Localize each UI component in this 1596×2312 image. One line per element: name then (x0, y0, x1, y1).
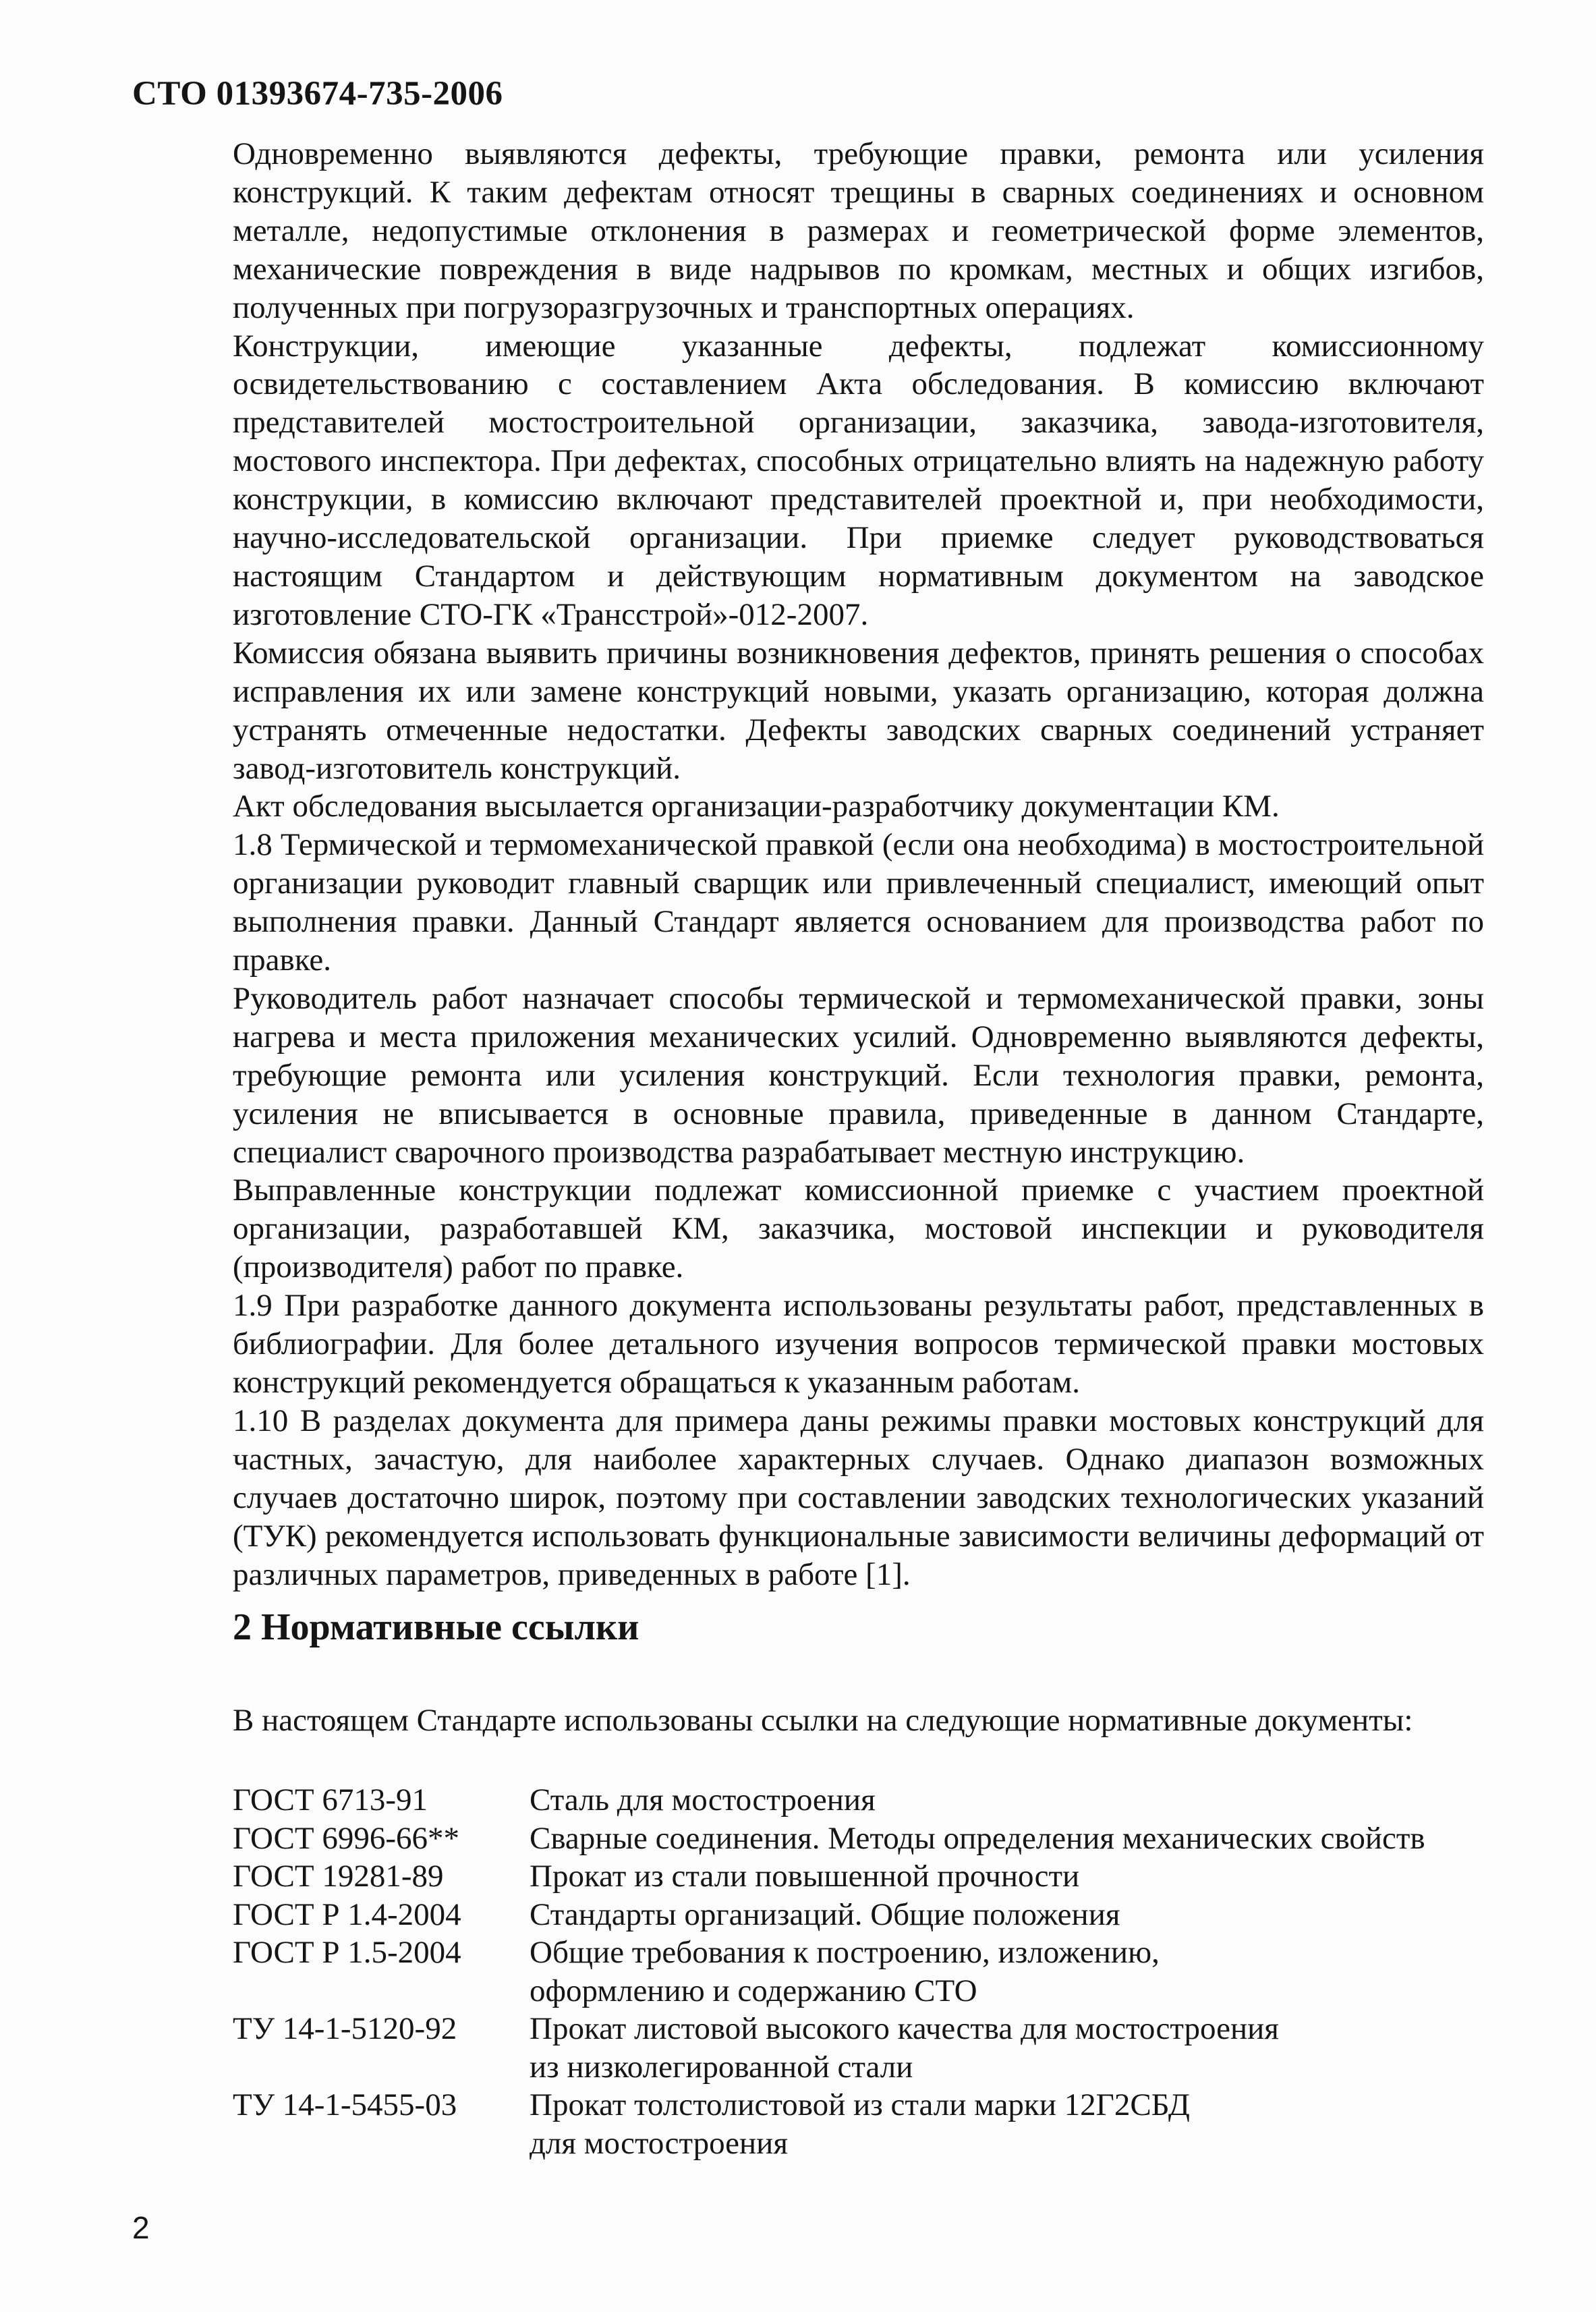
reference-row (233, 1820, 1501, 1858)
reference-code: ТУ 14-1-5120-92 (233, 2011, 457, 2046)
page-number: 2 (132, 2210, 150, 2245)
references-list (233, 1781, 1501, 2162)
reference-title-line: Прокат толстолистовой из стали марки 12Г2СБД (530, 2087, 1190, 2122)
reference-title (530, 1781, 1501, 1820)
paragraph: 1.10 В разделах документа для примера даны режимы правки мостовых конструкций для частных, зачастую, для наиболее характерных случаев. Однако диапазон возможных случаев достаточно широк, поэтому при составлении заводских технологических указаний (ТУК) рекомендуется использовать функциональные зависимости величины деформаций от различных параметров, приведенных в работе [1]. (233, 1403, 1484, 1592)
reference-code: ГОСТ Р 1.4-2004 (233, 1896, 461, 1932)
reference-code: ГОСТ 19281-89 (233, 1859, 444, 1894)
paragraph: 1.9 При разработке данного документа использованы результаты работ, представленных в библиографии. Для более детального изучения вопросов термической правки мостовых конструкций рекомендуется обращаться к указанным работам. (233, 1288, 1484, 1400)
paragraph: Комиссия обязана выявить причины возникновения дефектов, принять решения о способах исправления их или замене конструкций новыми, указать организацию, которая должна устранять отмеченные недостатки. Дефекты заводских сварных соединений устраняет завод-изготовитель конструкций. (233, 635, 1484, 786)
paragraph: Руководитель работ назначает способы термической и термомеханической правки, зоны нагрева и места приложения механических усилий. Одновременно выявляются дефекты, требующие ремонта или усиления конструкций. Если технология правки, ремонта, усиления не вписывается в основные правила, приведенные в данном Стандарте, специалист сварочного производства разрабатывает местную инструкцию. (233, 980, 1484, 1170)
reference-title (530, 1934, 1501, 2010)
paragraph: Выправленные конструкции подлежат комиссионной приемке с участием проектной организации, разработавшей КМ, заказчика, мостовой инспекции и руководителя (производителя) работ по правке. (233, 1173, 1484, 1285)
body-text (233, 135, 1484, 1594)
paragraph: Акт обследования высылается организации-разработчику документации КМ. (233, 789, 1280, 824)
paragraph: Конструкции, имеющие указанные дефекты, подлежат комиссионному освидетельствованию с составлением Акта обследования. В комиссию включают представителей мостостроительной организации, заказчика, завода-изготовителя, мостового инспектора. При дефектах, способных отрицательно влиять на надежную работу конструкции, в комиссию включают представителей проектной и, при необходимости, научно-исследовательской организации. При приемке следует руководствоваться настоящим Стандартом и действующим нормативным документом на заводское изготовление СТО-ГК «Трансстрой»-012-2007. (233, 328, 1484, 632)
reference-code: ТУ 14-1-5455-03 (233, 2087, 457, 2122)
document-code-header: СТО 01393674-735-2006 (132, 75, 503, 113)
reference-title-line: Сталь для мостостроения (530, 1782, 876, 1817)
reference-title (530, 1820, 1501, 1858)
reference-title-line: для мостостроения (530, 2125, 788, 2161)
reference-title-line: Сварные соединения. Методы определения механических свойств (530, 1820, 1425, 1856)
reference-title-line: Прокат листовой высокого качества для мостостроения (530, 2011, 1279, 2046)
reference-code: ГОСТ 6713-91 (233, 1782, 428, 1817)
reference-row (233, 2086, 1501, 2162)
reference-row (233, 1934, 1501, 2010)
reference-title (530, 1857, 1501, 1896)
paragraph: 1.8 Термической и термомеханической правкой (если она необходима) в мостостроительной организации руководит главный сварщик или привлеченный специалист, имеющий опыт выполнения правки. Данный Стандарт является основанием для производства работ по правке. (233, 827, 1484, 978)
reference-code: ГОСТ Р 1.5-2004 (233, 1935, 461, 1970)
reference-title-line: Общие требования к построению, изложению, (530, 1935, 1160, 1970)
section-title: 2 Нормативные ссылки (233, 1606, 639, 1648)
paragraph: Одновременно выявляются дефекты, требующие правки, ремонта или усиления конструкций. К таким дефектам относят трещины в сварных соединениях и основном металле, недопустимые отклонения в размерах и геометрической форме элементов, механические повреждения в виде надрывов по кромкам, местных и общих изгибов, полученных при погрузоразгрузочных и транспортных операциях. (233, 136, 1484, 325)
references-intro: В настоящем Стандарте использованы ссылки на следующие нормативные документы: (233, 1703, 1413, 1738)
reference-row (233, 1896, 1501, 1934)
reference-code: ГОСТ 6996-66** (233, 1820, 459, 1856)
reference-title-line: оформлению и содержанию СТО (530, 1973, 977, 2008)
reference-row (233, 2010, 1501, 2086)
reference-title-line: Стандарты организаций. Общие положения (530, 1896, 1120, 1932)
reference-title (530, 1896, 1501, 1934)
reference-title (530, 2086, 1501, 2162)
reference-title (530, 2010, 1501, 2086)
reference-title-line: из низколегированной стали (530, 2049, 913, 2085)
reference-row (233, 1781, 1501, 1820)
reference-row (233, 1857, 1501, 1896)
reference-title-line: Прокат из стали повышенной прочности (530, 1859, 1080, 1894)
